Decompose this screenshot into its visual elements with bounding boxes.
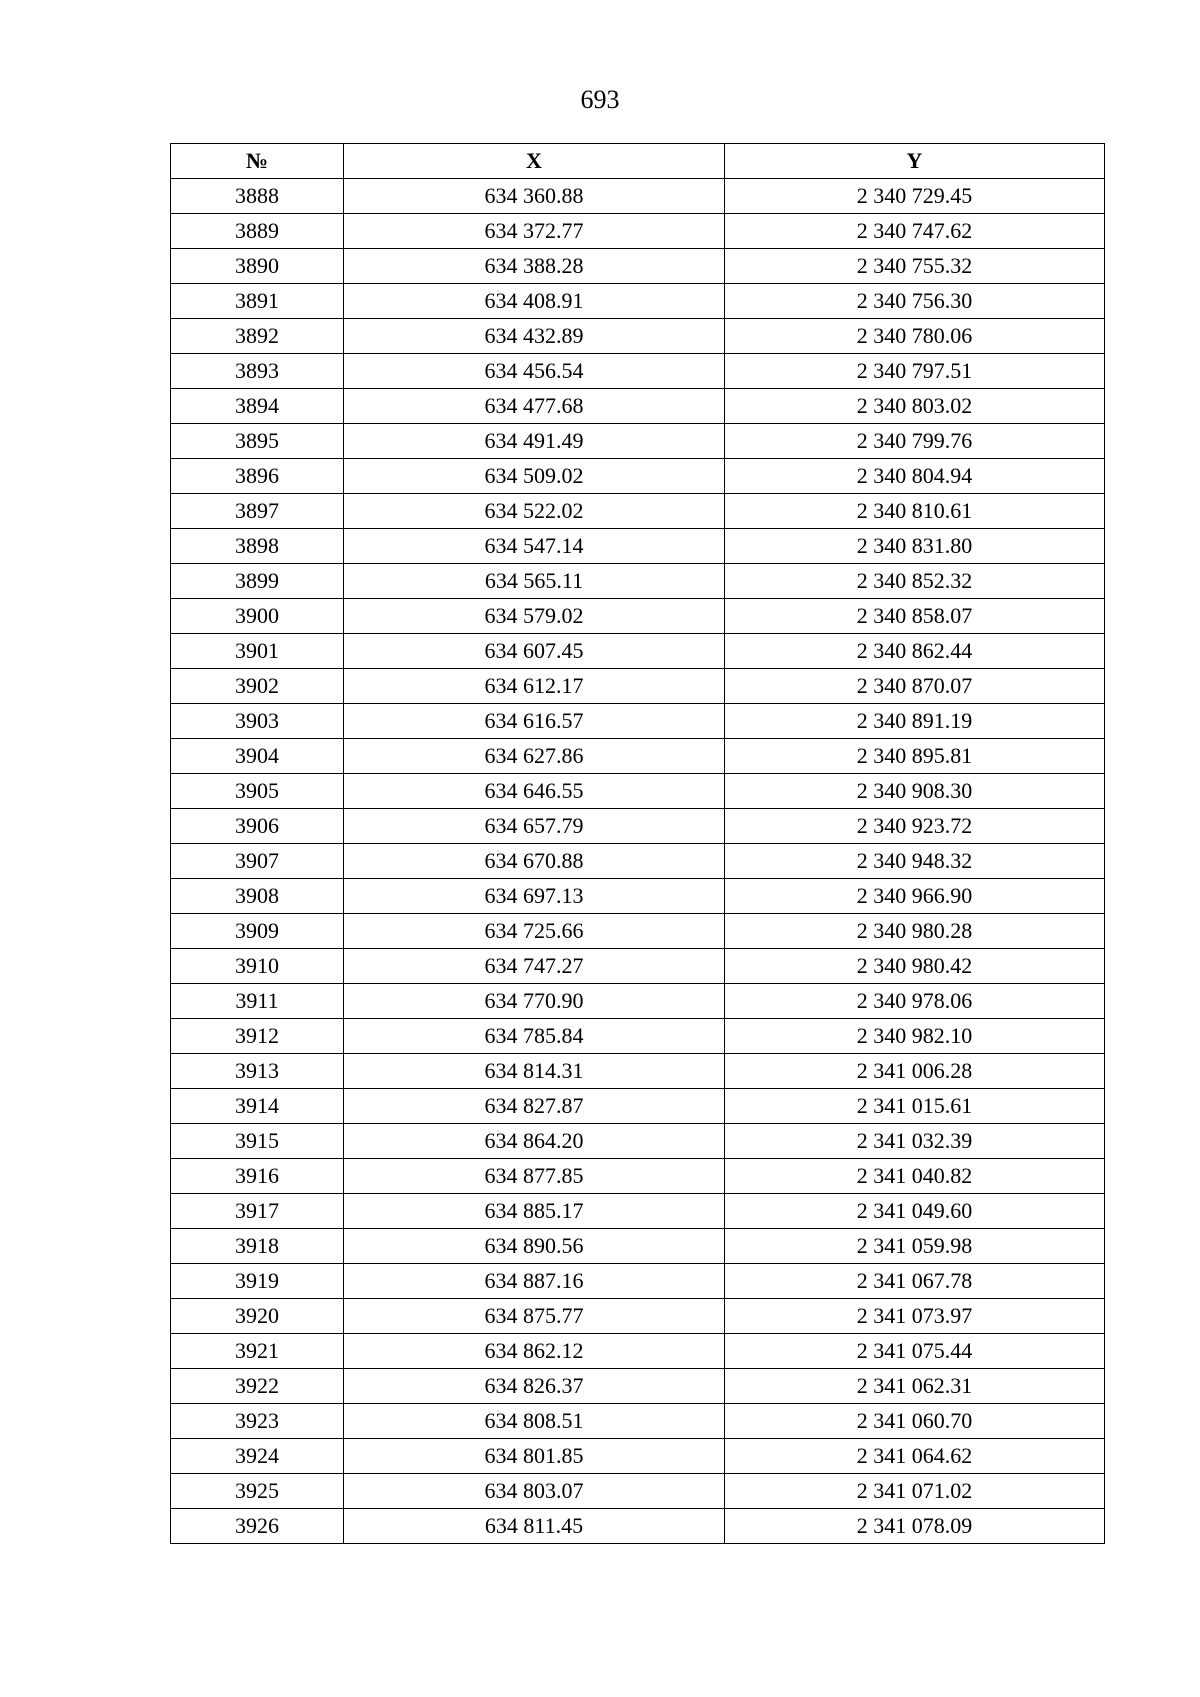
y-coordinate-cell: 2 340 799.76 bbox=[725, 424, 1105, 459]
table-row bbox=[171, 1054, 1105, 1089]
table-header bbox=[171, 144, 1105, 179]
table-row bbox=[171, 249, 1105, 284]
point-number-cell: 3924 bbox=[171, 1439, 344, 1474]
x-coordinate-cell: 634 785.84 bbox=[344, 1019, 725, 1054]
y-coordinate-cell: 2 341 071.02 bbox=[725, 1474, 1105, 1509]
x-coordinate-cell: 634 885.17 bbox=[344, 1194, 725, 1229]
table-row bbox=[171, 179, 1105, 214]
x-coordinate-cell: 634 547.14 bbox=[344, 529, 725, 564]
point-number-cell: 3905 bbox=[171, 774, 344, 809]
x-coordinate-cell: 634 477.68 bbox=[344, 389, 725, 424]
x-coordinate-cell: 634 801.85 bbox=[344, 1439, 725, 1474]
x-coordinate-cell: 634 565.11 bbox=[344, 564, 725, 599]
x-coordinate-cell: 634 456.54 bbox=[344, 354, 725, 389]
point-number-cell: 3920 bbox=[171, 1299, 344, 1334]
point-number-cell: 3888 bbox=[171, 179, 344, 214]
x-coordinate-cell: 634 770.90 bbox=[344, 984, 725, 1019]
y-coordinate-cell: 2 341 059.98 bbox=[725, 1229, 1105, 1264]
point-number-cell: 3898 bbox=[171, 529, 344, 564]
table-row bbox=[171, 1019, 1105, 1054]
x-coordinate-cell: 634 808.51 bbox=[344, 1404, 725, 1439]
y-coordinate-cell: 2 340 862.44 bbox=[725, 634, 1105, 669]
x-coordinate-cell: 634 522.02 bbox=[344, 494, 725, 529]
point-number-cell: 3910 bbox=[171, 949, 344, 984]
table-row bbox=[171, 914, 1105, 949]
y-coordinate-cell: 2 341 062.31 bbox=[725, 1369, 1105, 1404]
x-coordinate-cell: 634 646.55 bbox=[344, 774, 725, 809]
table-row bbox=[171, 1369, 1105, 1404]
table-row bbox=[171, 494, 1105, 529]
y-coordinate-cell: 2 341 060.70 bbox=[725, 1404, 1105, 1439]
y-coordinate-cell: 2 340 729.45 bbox=[725, 179, 1105, 214]
x-coordinate-cell: 634 875.77 bbox=[344, 1299, 725, 1334]
point-number-cell: 3912 bbox=[171, 1019, 344, 1054]
y-coordinate-cell: 2 340 852.32 bbox=[725, 564, 1105, 599]
y-coordinate-cell: 2 340 966.90 bbox=[725, 879, 1105, 914]
x-coordinate-cell: 634 408.91 bbox=[344, 284, 725, 319]
x-coordinate-cell: 634 697.13 bbox=[344, 879, 725, 914]
coordinates-table bbox=[170, 143, 1105, 1544]
table-row bbox=[171, 424, 1105, 459]
y-coordinate-cell: 2 340 831.80 bbox=[725, 529, 1105, 564]
y-coordinate-cell: 2 340 780.06 bbox=[725, 319, 1105, 354]
table-row bbox=[171, 984, 1105, 1019]
header-y: Y bbox=[725, 144, 1105, 179]
table-row bbox=[171, 669, 1105, 704]
x-coordinate-cell: 634 864.20 bbox=[344, 1124, 725, 1159]
point-number-cell: 3903 bbox=[171, 704, 344, 739]
y-coordinate-cell: 2 341 015.61 bbox=[725, 1089, 1105, 1124]
x-coordinate-cell: 634 372.77 bbox=[344, 214, 725, 249]
point-number-cell: 3921 bbox=[171, 1334, 344, 1369]
x-coordinate-cell: 634 747.27 bbox=[344, 949, 725, 984]
table-row bbox=[171, 809, 1105, 844]
y-coordinate-cell: 2 340 908.30 bbox=[725, 774, 1105, 809]
point-number-cell: 3907 bbox=[171, 844, 344, 879]
y-coordinate-cell: 2 340 810.61 bbox=[725, 494, 1105, 529]
x-coordinate-cell: 634 627.86 bbox=[344, 739, 725, 774]
y-coordinate-cell: 2 340 923.72 bbox=[725, 809, 1105, 844]
point-number-cell: 3922 bbox=[171, 1369, 344, 1404]
point-number-cell: 3901 bbox=[171, 634, 344, 669]
table-row bbox=[171, 879, 1105, 914]
point-number-cell: 3902 bbox=[171, 669, 344, 704]
x-coordinate-cell: 634 890.56 bbox=[344, 1229, 725, 1264]
table-body bbox=[171, 179, 1105, 1544]
point-number-cell: 3915 bbox=[171, 1124, 344, 1159]
table-row bbox=[171, 634, 1105, 669]
y-coordinate-cell: 2 341 049.60 bbox=[725, 1194, 1105, 1229]
y-coordinate-cell: 2 341 032.39 bbox=[725, 1124, 1105, 1159]
y-coordinate-cell: 2 340 803.02 bbox=[725, 389, 1105, 424]
x-coordinate-cell: 634 607.45 bbox=[344, 634, 725, 669]
point-number-cell: 3906 bbox=[171, 809, 344, 844]
x-coordinate-cell: 634 360.88 bbox=[344, 179, 725, 214]
y-coordinate-cell: 2 341 078.09 bbox=[725, 1509, 1105, 1544]
point-number-cell: 3914 bbox=[171, 1089, 344, 1124]
y-coordinate-cell: 2 340 891.19 bbox=[725, 704, 1105, 739]
point-number-cell: 3896 bbox=[171, 459, 344, 494]
y-coordinate-cell: 2 340 858.07 bbox=[725, 599, 1105, 634]
x-coordinate-cell: 634 862.12 bbox=[344, 1334, 725, 1369]
table-row bbox=[171, 949, 1105, 984]
point-number-cell: 3899 bbox=[171, 564, 344, 599]
table-row bbox=[171, 1404, 1105, 1439]
page-number: 693 bbox=[580, 85, 620, 114]
y-coordinate-cell: 2 341 067.78 bbox=[725, 1264, 1105, 1299]
x-coordinate-cell: 634 803.07 bbox=[344, 1474, 725, 1509]
y-coordinate-cell: 2 340 870.07 bbox=[725, 669, 1105, 704]
header-x: X bbox=[344, 144, 725, 179]
point-number-cell: 3916 bbox=[171, 1159, 344, 1194]
point-number-cell: 3911 bbox=[171, 984, 344, 1019]
table-row bbox=[171, 1194, 1105, 1229]
point-number-cell: 3892 bbox=[171, 319, 344, 354]
point-number-cell: 3913 bbox=[171, 1054, 344, 1089]
point-number-cell: 3894 bbox=[171, 389, 344, 424]
y-coordinate-cell: 2 341 040.82 bbox=[725, 1159, 1105, 1194]
point-number-cell: 3889 bbox=[171, 214, 344, 249]
table-row bbox=[171, 1229, 1105, 1264]
point-number-cell: 3919 bbox=[171, 1264, 344, 1299]
table-row bbox=[171, 844, 1105, 879]
x-coordinate-cell: 634 616.57 bbox=[344, 704, 725, 739]
point-number-cell: 3890 bbox=[171, 249, 344, 284]
y-coordinate-cell: 2 340 747.62 bbox=[725, 214, 1105, 249]
x-coordinate-cell: 634 432.89 bbox=[344, 319, 725, 354]
x-coordinate-cell: 634 827.87 bbox=[344, 1089, 725, 1124]
x-coordinate-cell: 634 579.02 bbox=[344, 599, 725, 634]
x-coordinate-cell: 634 509.02 bbox=[344, 459, 725, 494]
table-row bbox=[171, 1474, 1105, 1509]
point-number-cell: 3904 bbox=[171, 739, 344, 774]
y-coordinate-cell: 2 340 982.10 bbox=[725, 1019, 1105, 1054]
x-coordinate-cell: 634 725.66 bbox=[344, 914, 725, 949]
y-coordinate-cell: 2 340 948.32 bbox=[725, 844, 1105, 879]
table-row bbox=[171, 1089, 1105, 1124]
y-coordinate-cell: 2 340 756.30 bbox=[725, 284, 1105, 319]
point-number-cell: 3895 bbox=[171, 424, 344, 459]
table-row bbox=[171, 774, 1105, 809]
x-coordinate-cell: 634 657.79 bbox=[344, 809, 725, 844]
table-row bbox=[171, 354, 1105, 389]
point-number-cell: 3900 bbox=[171, 599, 344, 634]
point-number-cell: 3908 bbox=[171, 879, 344, 914]
point-number-cell: 3925 bbox=[171, 1474, 344, 1509]
y-coordinate-cell: 2 341 064.62 bbox=[725, 1439, 1105, 1474]
point-number-cell: 3923 bbox=[171, 1404, 344, 1439]
x-coordinate-cell: 634 887.16 bbox=[344, 1264, 725, 1299]
table-row bbox=[171, 389, 1105, 424]
y-coordinate-cell: 2 340 755.32 bbox=[725, 249, 1105, 284]
table-row bbox=[171, 1159, 1105, 1194]
x-coordinate-cell: 634 612.17 bbox=[344, 669, 725, 704]
point-number-cell: 3926 bbox=[171, 1509, 344, 1544]
table-row bbox=[171, 1439, 1105, 1474]
table-row bbox=[171, 214, 1105, 249]
x-coordinate-cell: 634 826.37 bbox=[344, 1369, 725, 1404]
x-coordinate-cell: 634 670.88 bbox=[344, 844, 725, 879]
y-coordinate-cell: 2 340 980.28 bbox=[725, 914, 1105, 949]
y-coordinate-cell: 2 340 797.51 bbox=[725, 354, 1105, 389]
table-row bbox=[171, 1509, 1105, 1544]
point-number-cell: 3891 bbox=[171, 284, 344, 319]
y-coordinate-cell: 2 341 073.97 bbox=[725, 1299, 1105, 1334]
header-row bbox=[171, 144, 1105, 179]
x-coordinate-cell: 634 877.85 bbox=[344, 1159, 725, 1194]
table-row bbox=[171, 529, 1105, 564]
table-row bbox=[171, 459, 1105, 494]
x-coordinate-cell: 634 811.45 bbox=[344, 1509, 725, 1544]
x-coordinate-cell: 634 388.28 bbox=[344, 249, 725, 284]
x-coordinate-cell: 634 814.31 bbox=[344, 1054, 725, 1089]
point-number-cell: 3909 bbox=[171, 914, 344, 949]
table-row bbox=[171, 1299, 1105, 1334]
table-row bbox=[171, 1334, 1105, 1369]
table-row bbox=[171, 599, 1105, 634]
y-coordinate-cell: 2 341 075.44 bbox=[725, 1334, 1105, 1369]
table-row bbox=[171, 284, 1105, 319]
table-row bbox=[171, 704, 1105, 739]
y-coordinate-cell: 2 340 980.42 bbox=[725, 949, 1105, 984]
table-row bbox=[171, 739, 1105, 774]
table-row bbox=[171, 319, 1105, 354]
point-number-cell: 3917 bbox=[171, 1194, 344, 1229]
point-number-cell: 3893 bbox=[171, 354, 344, 389]
y-coordinate-cell: 2 340 895.81 bbox=[725, 739, 1105, 774]
table-row bbox=[171, 1264, 1105, 1299]
table-row bbox=[171, 1124, 1105, 1159]
y-coordinate-cell: 2 340 804.94 bbox=[725, 459, 1105, 494]
point-number-cell: 3918 bbox=[171, 1229, 344, 1264]
point-number-cell: 3897 bbox=[171, 494, 344, 529]
y-coordinate-cell: 2 340 978.06 bbox=[725, 984, 1105, 1019]
x-coordinate-cell: 634 491.49 bbox=[344, 424, 725, 459]
header-number: № bbox=[171, 144, 344, 179]
y-coordinate-cell: 2 341 006.28 bbox=[725, 1054, 1105, 1089]
table-row bbox=[171, 564, 1105, 599]
